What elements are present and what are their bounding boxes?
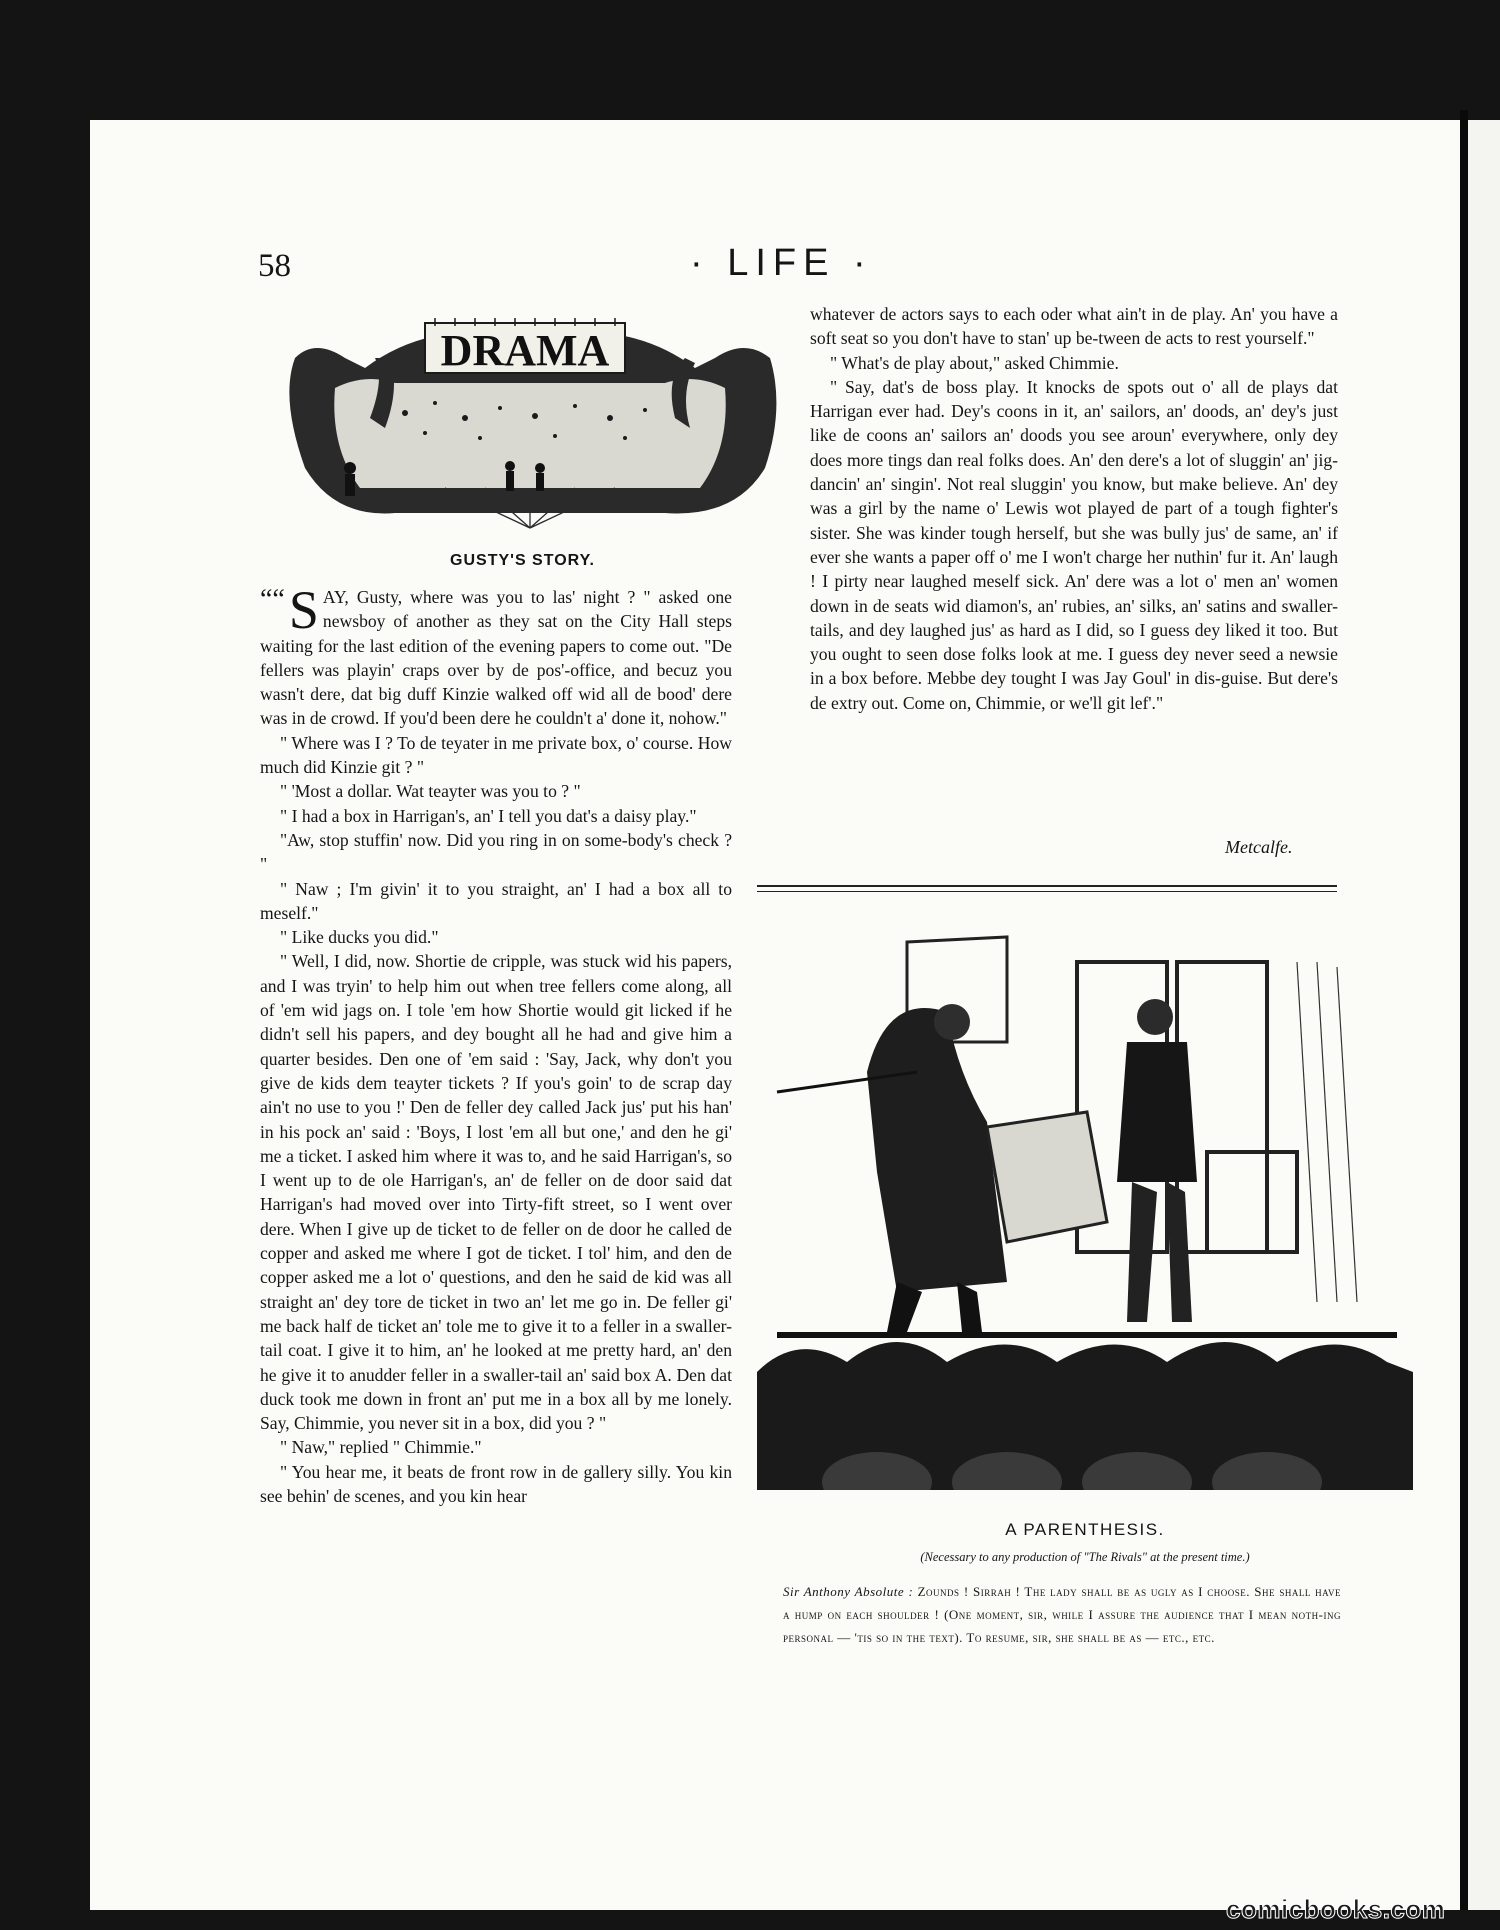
story-paragraph: " Naw," replied " Chimmie."	[280, 1437, 482, 1458]
drama-banner-illustration	[275, 318, 785, 533]
section-divider-thin	[757, 891, 1337, 892]
story-paragraph: " What's de play about," asked Chimmie.	[830, 352, 1119, 373]
story-column-left	[260, 580, 732, 1508]
masthead-title: · LIFE ·	[690, 242, 873, 284]
cartoon-title: A PARENTHESIS.	[1005, 1520, 1165, 1539]
story-paragraph: " Well, I did, now. Shortie de cripple, was stuck wid his papers, and I was tryin' to help him out when tree fellers come along, all of 'em wid jags on. I tole 'em how Shortie would git licked if he didn't sell his papers, and dey bought all he had and give him a quarter besides. Den one of 'em said : 'Say, Jack, why don't you give de kids dem teayter tickets ? If you's goin' to de scrap day ain't no use to you !' Den de feller dey called Jack jus' put his han' in his pock an' said : 'Boys, I lost 'em all but one,' and den he gi' me a ticket. I asked him where it was to, and he said Harrigan's, so I went up to de ole Harrigan's, an' de feller on de door said dat Harrigan's had moved over into Tirty-fift street, so I went over dere. When I give up de ticket to de feller on de door he called de copper and asked me where I got de ticket. I tol' him, and den de copper asked me a lot o' questions, and den he said de kid was all straight an' dey tore de ticket in two an' let me go in. De feller gi' me back half de ticket an' tole me to give it to a feller in a swaller-tail coat. I give it to him, an' he looked at me pretty hard, an' den he give it to anudder feller in a swaller-tail an' said box A. Den dat duck took me down in front an' put me in a box all by me lonely. Say, Chimmie, you never sit in a box, did you ? "	[260, 951, 732, 1434]
drop-cap: S	[288, 580, 319, 640]
page-number: 58	[258, 248, 291, 284]
story-paragraph: " Say, dat's de boss play. It knocks de spots out o' all de plays dat Harrigan ever had. Dey's coons in it, an' sailors, an' doods, an' dey's just like de coons an' sailors an' doods you see aroun' everywhere, only dey does more tings dan real folks does. An' den dere's a lot of sluggin' an' jig-dancin' an' singin'. Not real sluggin' you know, but make believe. An' dey was a girl by the name o' Lewis wot played de part of a tough fighter's sister. She was kinder tough herself, but she was bully jus' de same, an' if ever she wants a paper off o' me I won't charge her nuthin' fur it. An' laugh ! I pirty near laughed meself sick. An' dere was a lot o' men an' women down in de seats wid diamon's, an' rubies, an' silks, an' satins and swaller-tails, and dey laughed jus' as hard as I did, so I guess dey liked it too. But you ought to seen dose folks look at me. I guess dey never seed a newsie in a box before. Mebbe dey tought I was Jay Goul' in dis-guise. But dere's de extry out. Come on, Chimmie, or we'll git lef'."	[810, 376, 1338, 713]
author-signature: Metcalfe.	[1225, 837, 1293, 857]
story-paragraph: " Like ducks you did."	[280, 927, 439, 948]
caption-text: Zounds ! Sirrah ! The lady shall be as ugly as I choose. She shall have a hump on each shoulder ! (One moment, sir, while I assure the audience that I mean noth-ing personal — 'tis so in the text). To resume, sir, she shall be as — etc., etc.	[783, 1584, 1341, 1645]
story-paragraph: "Aw, stop stuffin' now. Did you ring in on some-body's check ? "	[260, 829, 732, 875]
section-divider	[757, 885, 1337, 887]
drama-banner-label: DRAMA	[440, 326, 610, 375]
story-paragraph: AY, Gusty, where was you to las' night ? " asked one newsboy of another as they sat on the City Hall steps waiting for the last edition of the evening papers to come out. "De fellers was playin' craps over by de pos'-office, and becuz you wasn't dere, dat big duff Kinzie walked off wid all de bood' dere was in de crowd. If you'd been dere he couldn't a' done it, nohow."	[260, 587, 732, 729]
story-column-right	[810, 302, 1338, 715]
story-paragraph: whatever de actors says to each oder what ain't in de play. An' you have a soft seat so you don't have to stan' up be-tween de acts to rest yourself."	[810, 304, 1338, 349]
story-paragraph: " Naw ; I'm givin' it to you straight, an' I had a box all to meself."	[260, 878, 732, 923]
watermark-logo: comicbooks.com	[1226, 1894, 1446, 1924]
story-paragraph: " You hear me, it beats de front row in de gallery silly. You kin see behin' de scenes, and you kin hear	[260, 1461, 732, 1506]
story-paragraph: " I had a box in Harrigan's, an' I tell you dat's a daisy play."	[280, 805, 697, 826]
page-spine	[1460, 110, 1468, 1910]
cartoon-subtitle: (Necessary to any production of "The Rivals" at the present time.)	[920, 1550, 1250, 1564]
opening-quote: ““	[260, 584, 285, 615]
story-paragraph: " Where was I ? To de teyater in me private box, o' course. How much did Kinzie git ? "	[260, 732, 732, 778]
caption-speaker: Sir Anthony Absolute :	[783, 1584, 914, 1599]
cartoon-caption	[783, 1580, 1341, 1649]
facing-page-edge	[1468, 120, 1500, 1910]
story-title: GUSTY'S STORY.	[450, 552, 595, 569]
stage-cartoon-illustration	[757, 922, 1413, 1490]
story-paragraph: " 'Most a dollar. Wat teayter was you to ? "	[280, 781, 581, 802]
